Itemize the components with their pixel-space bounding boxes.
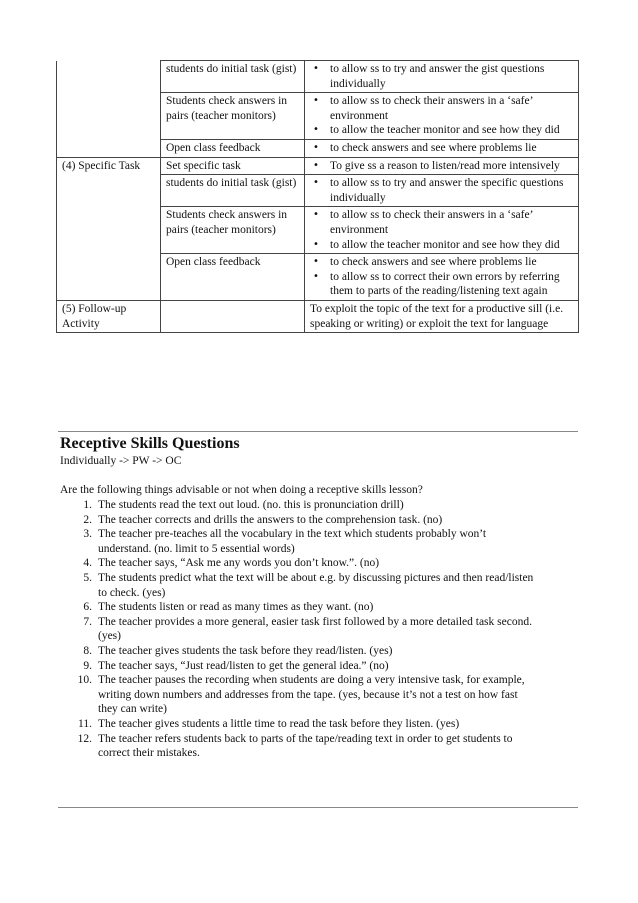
aim-cell: To exploit the topic of the text for a productive sill (i.e. speaking or writing) or exploit the text for language <box>305 300 579 332</box>
table-row <box>57 207 579 254</box>
question-item <box>60 600 540 615</box>
section-heading: Receptive Skills Questions <box>60 435 240 452</box>
question-item <box>60 615 540 644</box>
aim-cell <box>305 139 579 157</box>
table-row <box>57 61 579 93</box>
stage-cell <box>57 254 161 301</box>
question-item <box>60 556 540 571</box>
question-text: The students listen or read as many times as they want. (no) <box>98 601 374 614</box>
table-row <box>57 139 579 157</box>
procedure-cell: Open class feedback <box>161 139 305 157</box>
procedure-cell: Set specific task <box>161 157 305 175</box>
aim-bullet-list <box>310 141 574 156</box>
aim-bullet-list <box>310 62 574 91</box>
table-row <box>57 157 579 175</box>
question-text: The teacher provides a more general, easier task first followed by a more detailed task second. (yes) <box>98 615 532 643</box>
question-item <box>60 717 540 732</box>
aim-cell <box>305 175 579 207</box>
question-number: 10. <box>77 674 92 687</box>
question-item <box>60 659 540 674</box>
table-body <box>57 61 579 333</box>
aim-bullet-list <box>310 208 574 252</box>
question-number: 8. <box>83 644 92 657</box>
question-item <box>60 527 540 556</box>
section-divider-bottom <box>58 807 578 808</box>
aim-cell <box>305 157 579 175</box>
question-text: The teacher corrects and drills the answers to the comprehension task. (no) <box>98 513 443 526</box>
question-text: The teacher pre-teaches all the vocabulary in the text which students probably won’t understand. (no. limit to 5 essential words) <box>98 528 487 555</box>
procedure-cell <box>161 300 305 332</box>
aim-cell <box>305 207 579 254</box>
stage-cell <box>57 93 161 140</box>
questions-list <box>60 498 540 761</box>
question-text: The students read the text out loud. (no. this is pronunciation drill) <box>98 499 404 511</box>
aim-bullet: • to allow ss to try and answer the gist questions individually <box>310 62 574 91</box>
aim-bullet: • to allow ss to correct their own errors by referring them to parts of the reading/listening text again <box>310 270 574 299</box>
stage-cell <box>57 175 161 207</box>
question-number: 6. <box>83 601 92 614</box>
question-text: The students predict what the text will be about e.g. by discussing pictures and then read/listen to check. (yes) <box>98 571 534 599</box>
question-text: The teacher gives students a little time to read the task before they listen. (yes) <box>98 717 460 730</box>
question-text: The teacher gives students the task before they read/listen. (yes) <box>98 644 393 657</box>
aim-bullet: • to check answers and see where problems lie <box>310 141 574 156</box>
aim-cell <box>305 254 579 301</box>
aim-cell <box>305 93 579 140</box>
procedure-cell: Students check answers in pairs (teacher monitors) <box>161 93 305 140</box>
aim-bullet-list <box>310 176 574 205</box>
question-number: 9. <box>83 659 92 672</box>
stage-cell: (5) Follow-up Activity <box>57 300 161 332</box>
aim-bullet: • to allow ss to check their answers in a ‘safe’ environment <box>310 94 574 123</box>
question-number: 12. <box>77 732 92 745</box>
question-item <box>60 571 540 600</box>
stage-cell: (4) Specific Task <box>57 157 161 175</box>
table-row <box>57 93 579 140</box>
section-subheading: Individually -> PW -> OC <box>60 455 182 467</box>
question-number: 4. <box>83 557 92 570</box>
aim-bullet: • To give ss a reason to listen/read more intensively <box>310 159 574 174</box>
question-text: The teacher pauses the recording when students are doing a very intensive task, for example, writing down numbers and addresses from the tape. (yes, because it’s not a test on how fast they can write) <box>98 674 525 716</box>
lesson-stages-table <box>56 60 579 333</box>
aim-bullet-list <box>310 94 574 138</box>
aim-bullet: • to check answers and see where problems lie <box>310 255 574 270</box>
question-number: 11. <box>78 717 92 730</box>
table-row <box>57 254 579 301</box>
stage-cell <box>57 207 161 254</box>
question-text: The teacher refers students back to parts of the tape/reading text in order to get students to correct their mistakes. <box>98 732 513 760</box>
question-item <box>60 498 540 513</box>
aim-bullet-list <box>310 159 574 174</box>
aim-bullet-list <box>310 255 574 299</box>
procedure-cell: Students check answers in pairs (teacher monitors) <box>161 207 305 254</box>
procedure-cell: Open class feedback <box>161 254 305 301</box>
question-item <box>60 513 540 528</box>
question-item <box>60 644 540 659</box>
question-number: 1. <box>83 499 92 511</box>
aim-bullet: • to allow ss to try and answer the specific questions individually <box>310 176 574 205</box>
question-number: 7. <box>83 615 92 628</box>
question-text: The teacher says, “Ask me any words you don’t know.”. (no) <box>98 557 380 570</box>
question-item <box>60 673 540 717</box>
questions-intro: Are the following things advisable or not when doing a receptive skills lesson? <box>60 484 423 496</box>
question-number: 2. <box>83 513 92 526</box>
table-row <box>57 175 579 207</box>
aim-cell <box>305 61 579 93</box>
section-divider-top <box>58 431 578 432</box>
aim-bullet: • to allow ss to check their answers in a ‘safe’ environment <box>310 208 574 237</box>
followup-row <box>57 300 579 332</box>
question-number: 3. <box>83 528 92 541</box>
aim-bullet: • to allow the teacher monitor and see how they did <box>310 123 574 138</box>
procedure-cell: students do initial task (gist) <box>161 175 305 207</box>
question-text: The teacher says, “Just read/listen to get the general idea.” (no) <box>98 659 389 672</box>
procedure-cell: students do initial task (gist) <box>161 61 305 93</box>
question-number: 5. <box>83 571 92 584</box>
question-item <box>60 732 540 761</box>
stage-cell <box>57 139 161 157</box>
stage-cell <box>57 61 161 93</box>
aim-bullet: • to allow the teacher monitor and see how they did <box>310 238 574 253</box>
